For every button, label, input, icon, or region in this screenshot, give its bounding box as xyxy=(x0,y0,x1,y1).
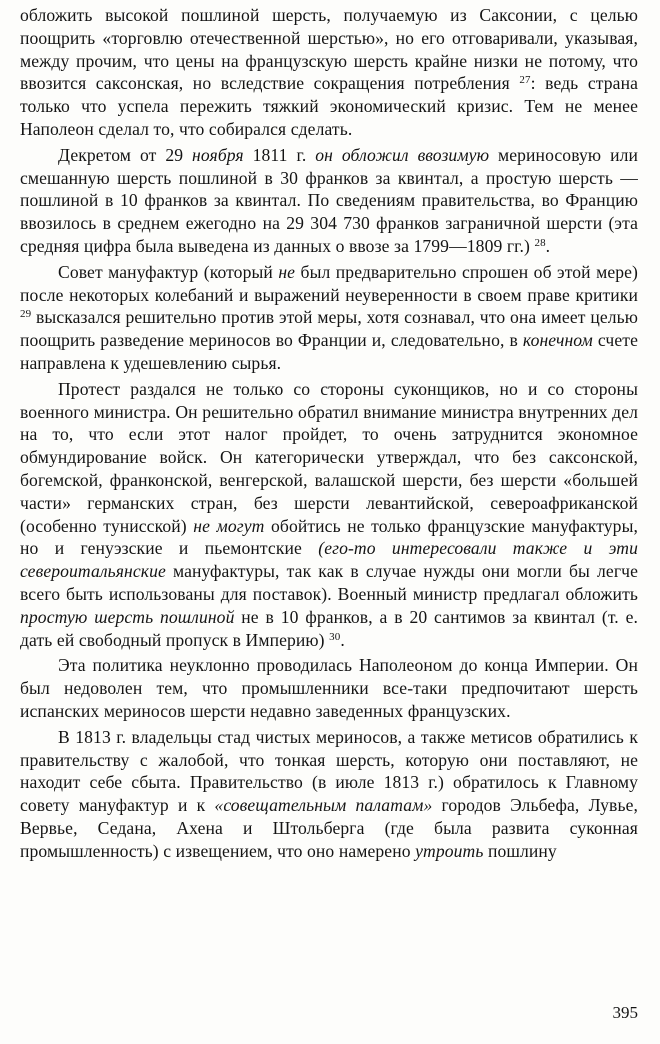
text-run: счете направлена к удешевлению сырья. xyxy=(20,330,638,373)
text-run: обойтись не только французские мануфактуры, но и генуэзские и пьемонтские xyxy=(20,515,638,559)
text-run: 1811 г. xyxy=(243,144,316,165)
paragraph xyxy=(20,261,638,375)
text-run: : ведь страна только что успела пережить тяжкий экономический кризис. Тем не менее Наполеон сделал то, что собирался сделать. xyxy=(20,73,638,139)
italic-text: не xyxy=(278,261,296,282)
footnote-ref: 30 xyxy=(329,630,341,643)
paragraph xyxy=(20,378,638,652)
footnote-ref: 29 xyxy=(20,308,32,321)
body-text xyxy=(20,4,638,862)
italic-text: ноября xyxy=(192,144,244,165)
text-run: высказался решительно против этой меры, хотя сознавал, что она имеет целью поощрить разведение мериносов во Франции и, следовательно, в xyxy=(20,307,638,351)
italic-text: утроить xyxy=(415,840,484,861)
text-run: мериносовую или смешанную шерсть пошлиной в 30 франков за квинтал, а простую шерсть — пошлиной в 10 франков за квинтал. По сведениям правительства, во Францию ввозилось в среднем ежегодно на 29 304 730 франков заграничной шерсти (эта средняя цифра была выведена из данных о ввозе за 1799—1809 гг.) xyxy=(20,144,638,256)
text-run: пошлину xyxy=(483,840,557,861)
text-run: Декретом от 29 xyxy=(58,144,193,165)
italic-text: (его-то интересовали также и эти североитальянские xyxy=(20,538,639,582)
text-run: городов Эльбефа, Лувье, Вервье, Седана, Ахена и Штольберга (где была развита суконная промышленность) с извещением, что оно намерено xyxy=(20,795,638,861)
text-run: Протест раздался не только со стороны суконщиков, но и со стороны военного министра. Он решительно обратил внимание министра внутренних дел на то, что если этот налог пройдет, то очень затруднится экономное обмундирование войск. Он категорически утверждал, что без саксонской, богемской, франконской, венгерской, валашской шерсти, без шерсти «большей части» германских стран, без шерсти левантийской, североафриканской (особенно тунисской) xyxy=(20,378,638,536)
paragraph xyxy=(20,726,638,863)
italic-text: конечном xyxy=(522,330,593,351)
paragraph xyxy=(20,654,638,722)
paragraph xyxy=(20,144,638,258)
text-run: . xyxy=(340,629,345,650)
footnote-ref: 28 xyxy=(534,236,546,249)
text-run: Эта политика неуклонно проводилась Наполеоном до конца Империи. Он был недоволен тем, что промышленники все-таки предпочитают шерсть испанских мериносов шерсти недавно заведенных французских. xyxy=(20,655,638,721)
text-run: не в 10 франков, а в 20 сантимов за квинтал (т. е. дать ей свободный пропуск в Империю) xyxy=(20,606,638,650)
page-number: 395 xyxy=(612,1003,638,1022)
italic-text: простую шерсть пошлиной xyxy=(20,606,235,627)
paragraph xyxy=(20,4,638,141)
text-run: Совет мануфактур (который xyxy=(58,261,279,282)
italic-text: не могут xyxy=(193,515,265,536)
text-run: обложить высокой пошлиной шерсть, получаемую из Саксонии, с целью поощрить «торговлю отечественной шерстью», но его отговаривали, указывая, между прочим, что цены на французскую шерсть крайне низки не потому, что ввозится саксонская, но вследствие сокращения потребления xyxy=(20,5,638,94)
text-run: мануфактуры, так как в случае нужды они могли бы легче всего быть использованы для поставок). Военный министр предлагал обложить xyxy=(20,561,638,604)
text-run: В 1813 г. владельцы стад чистых мериносов, а также метисов обратились к правительству с жалобой, что тонкая шерсть, которую они поставляют, не находит себе сбыта. Правительство (в июле 1813 г.) обратилось к Главному совету мануфактур и к xyxy=(20,726,638,816)
italic-text: он обложил ввозимую xyxy=(315,144,490,165)
text-run: был предварительно спрошен об этой мере) после некоторых колебаний и выражений неуверенности в своем праве критики xyxy=(20,261,638,305)
footnote-ref: 27 xyxy=(519,74,531,87)
text-run: . xyxy=(545,235,551,256)
italic-text: «совещательным палатам» xyxy=(214,795,433,816)
